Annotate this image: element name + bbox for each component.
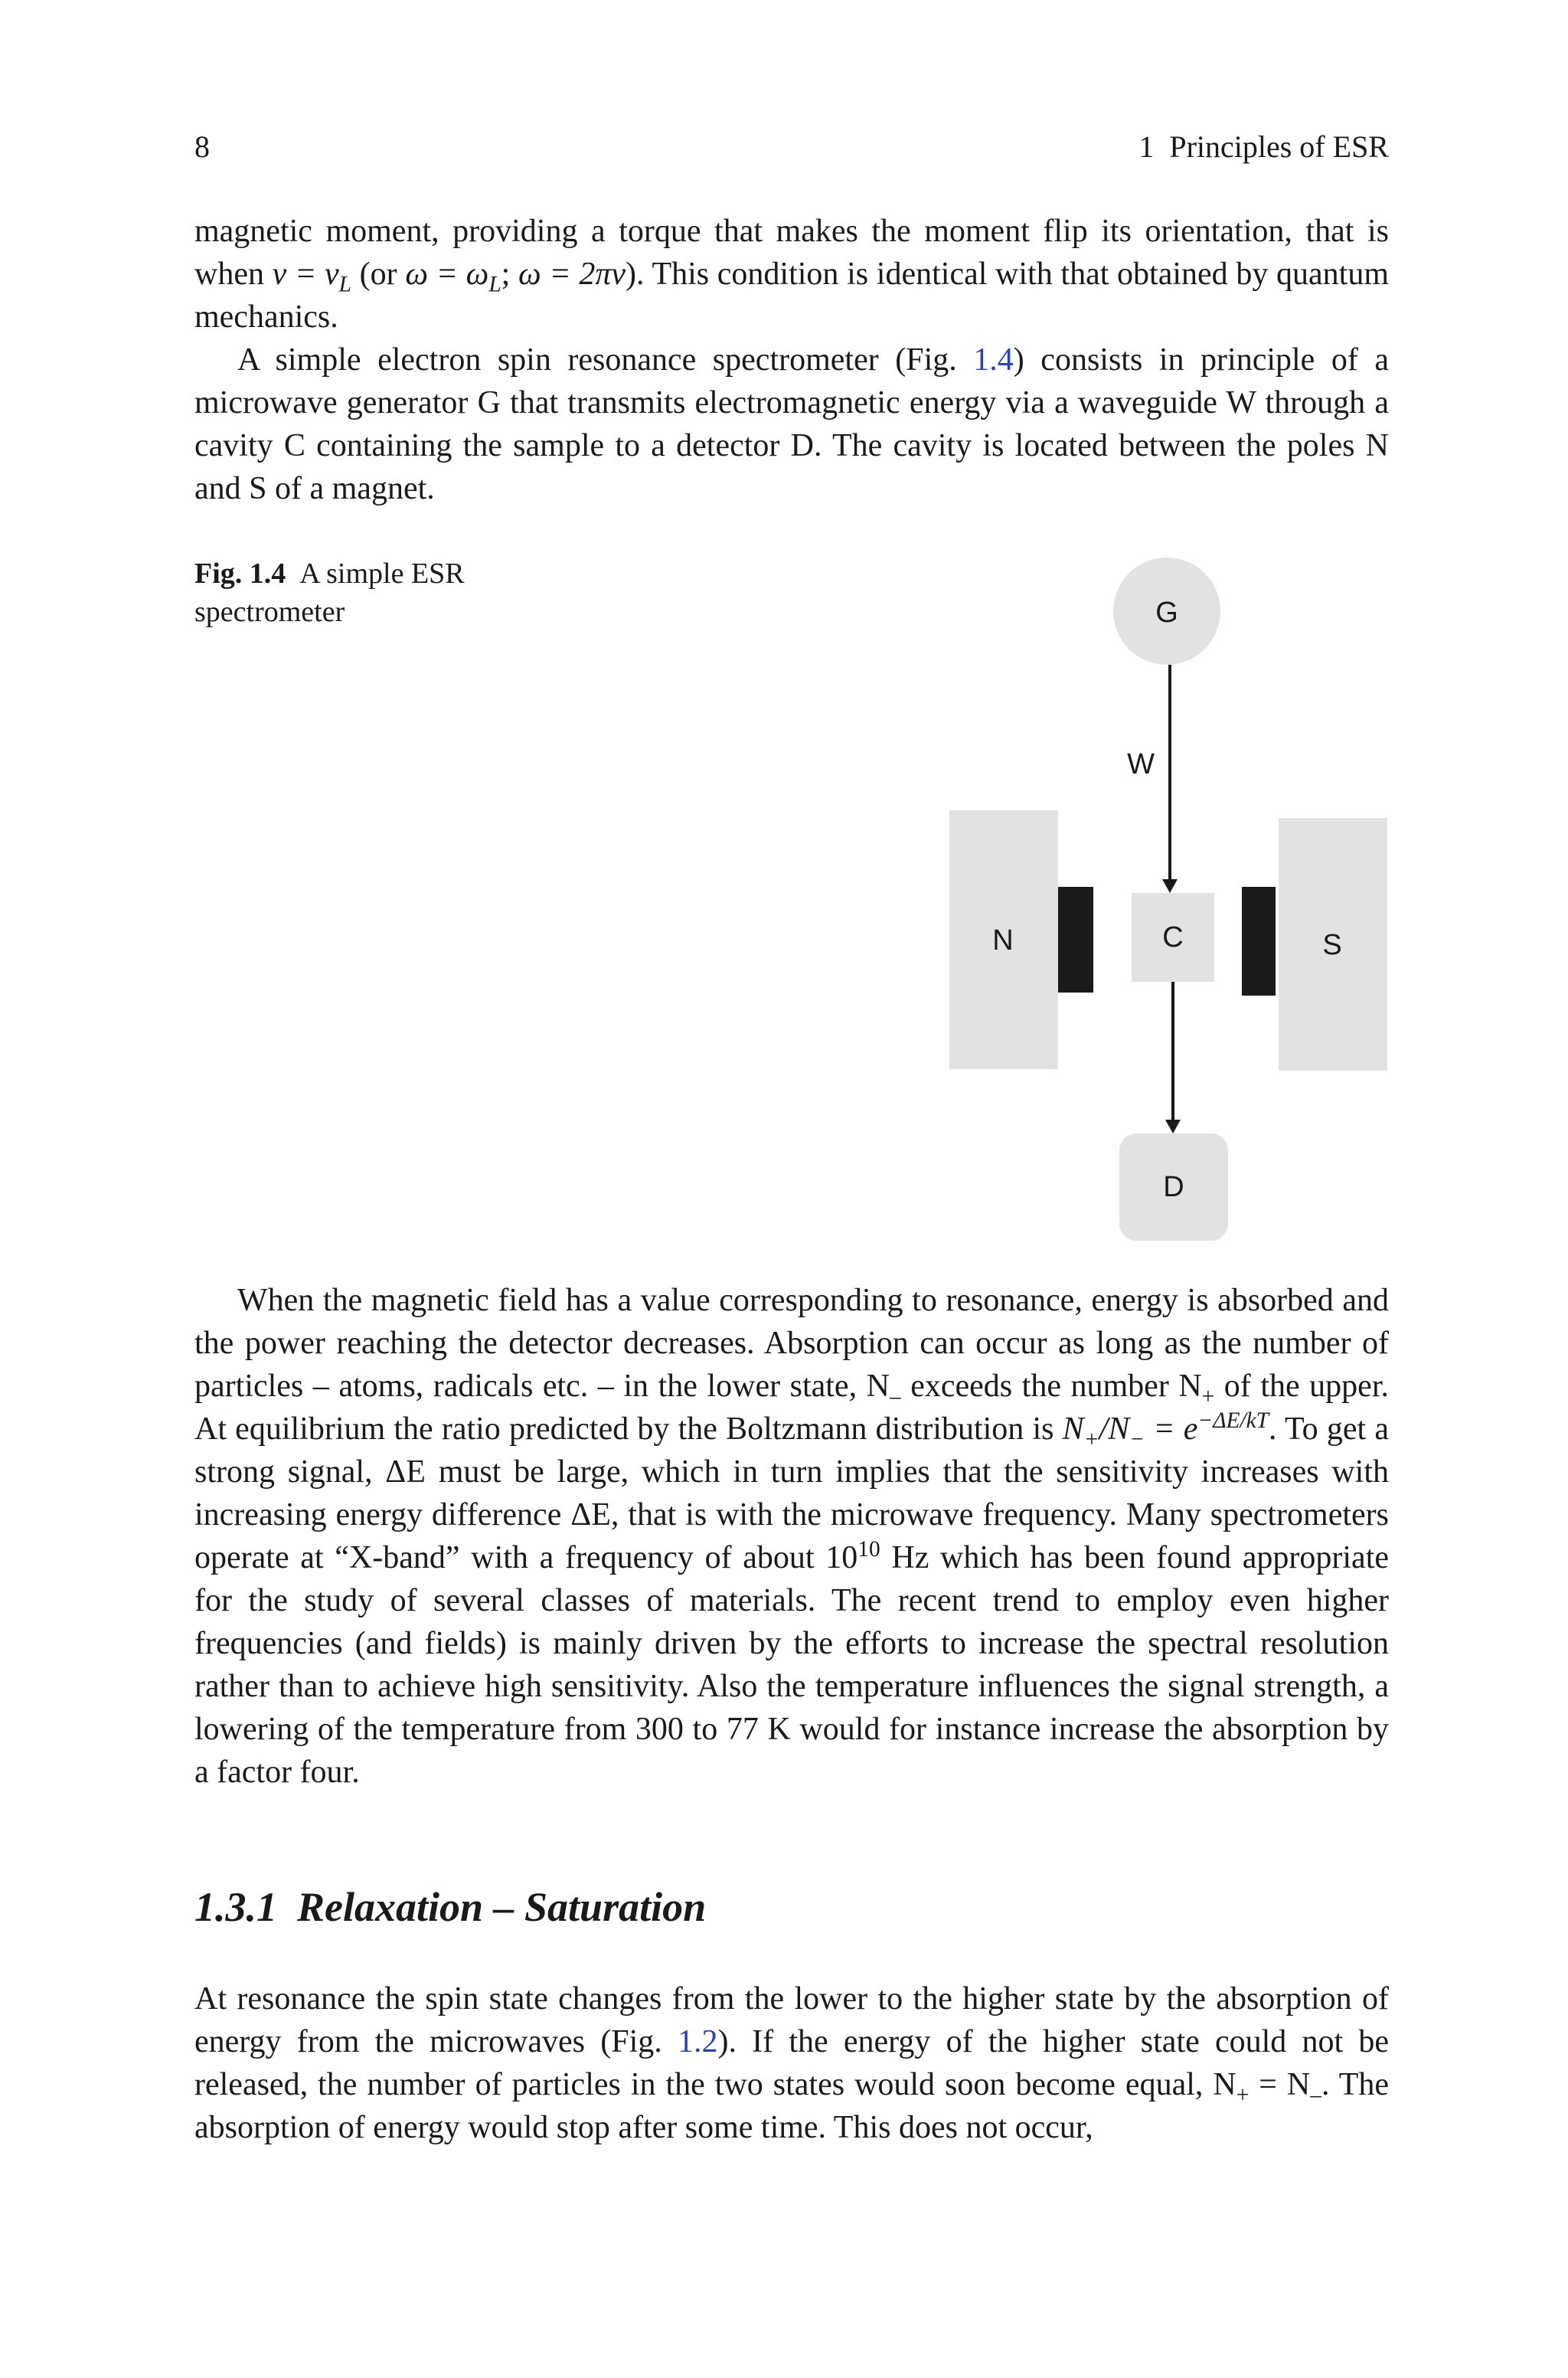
text-run: ; xyxy=(501,257,519,292)
text-run: ) consists in principle of a microwave generator G that transmits electromagnetic energy via a waveguide W through a cavity C containing the sample to a detector D. The cavity is located between the poles N and S of a magnet. xyxy=(194,342,1389,506)
text-run: . The absorption of energy would stop after some time. This does not occur, xyxy=(194,2067,1389,2145)
chapter-title: Principles of ESR xyxy=(1169,129,1389,164)
text-run: . To get a strong signal, ΔE must be large, which in turn implies that the sensitivity increases with increasing energy difference ΔE, that is with the microwave frequency. Many spectrometers operate at “X-band” with a frequency of about 10 xyxy=(194,1411,1389,1575)
text-run: exceeds the number N xyxy=(900,1369,1202,1404)
subscript: + xyxy=(1236,2082,1250,2108)
figure-label: Fig. 1.4 xyxy=(194,558,286,590)
output-arrowhead xyxy=(1165,1120,1181,1133)
text-run: A simple electron spin resonance spectrometer (Fig. xyxy=(237,342,974,378)
text-run: = N xyxy=(1249,2067,1311,2102)
body-text-middle xyxy=(194,1279,1389,1794)
subscript: – xyxy=(1310,2082,1321,2108)
cavity-label: C xyxy=(1162,921,1184,953)
figure-caption xyxy=(194,554,516,631)
chapter-header xyxy=(1138,129,1389,165)
superscript: 10 xyxy=(858,1537,880,1562)
waveguide-arrowhead xyxy=(1162,879,1178,893)
subscript: – xyxy=(889,1384,901,1409)
body-text-bottom xyxy=(194,1977,1389,2149)
esr-spectrometer-diagram xyxy=(919,536,1439,1271)
text-run: At resonance the spin state changes from the lower to the higher state by the absorption of energy from the microwaves (Fig. xyxy=(194,1981,1389,2059)
text-run: magnetic moment, providing a torque that makes the moment flip its orientation, that is when xyxy=(194,214,1389,292)
body-text-top xyxy=(194,210,1389,510)
text-run: ). If the energy of the higher state could not be released, the number of particles in the two states would soon become equal, N xyxy=(194,2024,1389,2102)
text-run: When the magnetic field has a value corresponding to resonance, energy is absorbed and the power reaching the detector decreases. Absorption can occur as long as the number of particles – atoms, radicals etc. – in the lower state, N xyxy=(194,1283,1389,1404)
paragraph-resonance-absorption xyxy=(194,1279,1389,1794)
figure-reference-link[interactable]: 1.2 xyxy=(677,2024,718,2059)
section-heading xyxy=(194,1882,706,1932)
section-title: Relaxation – Saturation xyxy=(297,1884,707,1930)
text-run: (or xyxy=(351,257,406,292)
paragraph-spectrometer xyxy=(194,339,1389,510)
math-omega: $\omega = \omega_L$ xyxy=(405,257,501,297)
math-nu: $\nu = \nu_L$ xyxy=(272,257,351,297)
paragraph-relaxation xyxy=(194,1977,1389,2149)
text-run: of the upper. At equilibrium the ratio predicted by the Boltzmann distribution is xyxy=(194,1369,1389,1447)
boltzmann-equation: $N_+/N_- = e^{-\Delta E/kT}$ xyxy=(1062,1408,1269,1452)
figure-caption-text: A simple ESR spectrometer xyxy=(194,558,465,628)
text-run: ). This condition is identical with that obtained by quantum mechanics. xyxy=(194,257,1389,335)
paragraph-continued xyxy=(194,210,1389,339)
math-omega-2pi: ω = 2πν xyxy=(518,257,626,292)
detector-label: D xyxy=(1163,1171,1184,1203)
generator-label: G xyxy=(1155,597,1178,629)
text-run: Hz which has been found appropriate for the study of several classes of materials. The recent trend to employ even higher frequencies (and fields) is mainly driven by the efforts to increase the spectral resolution rather than to achieve high sensitivity. Also the temperature influences the signal strength, a lowering of the temperature from 300 to 77 K would for instance increase the absorption by a factor four. xyxy=(194,1540,1390,1790)
south-label: S xyxy=(1322,929,1342,961)
north-label: N xyxy=(992,924,1014,957)
waveguide-label: W xyxy=(1127,748,1155,780)
chapter-number: 1 xyxy=(1138,129,1155,164)
pole-piece-south xyxy=(1242,887,1276,996)
figure-reference-link[interactable]: 1.4 xyxy=(973,342,1014,378)
page-number: 8 xyxy=(194,129,210,164)
section-number: 1.3.1 xyxy=(194,1884,277,1930)
pole-piece-north xyxy=(1058,887,1093,993)
subscript: + xyxy=(1201,1384,1215,1409)
